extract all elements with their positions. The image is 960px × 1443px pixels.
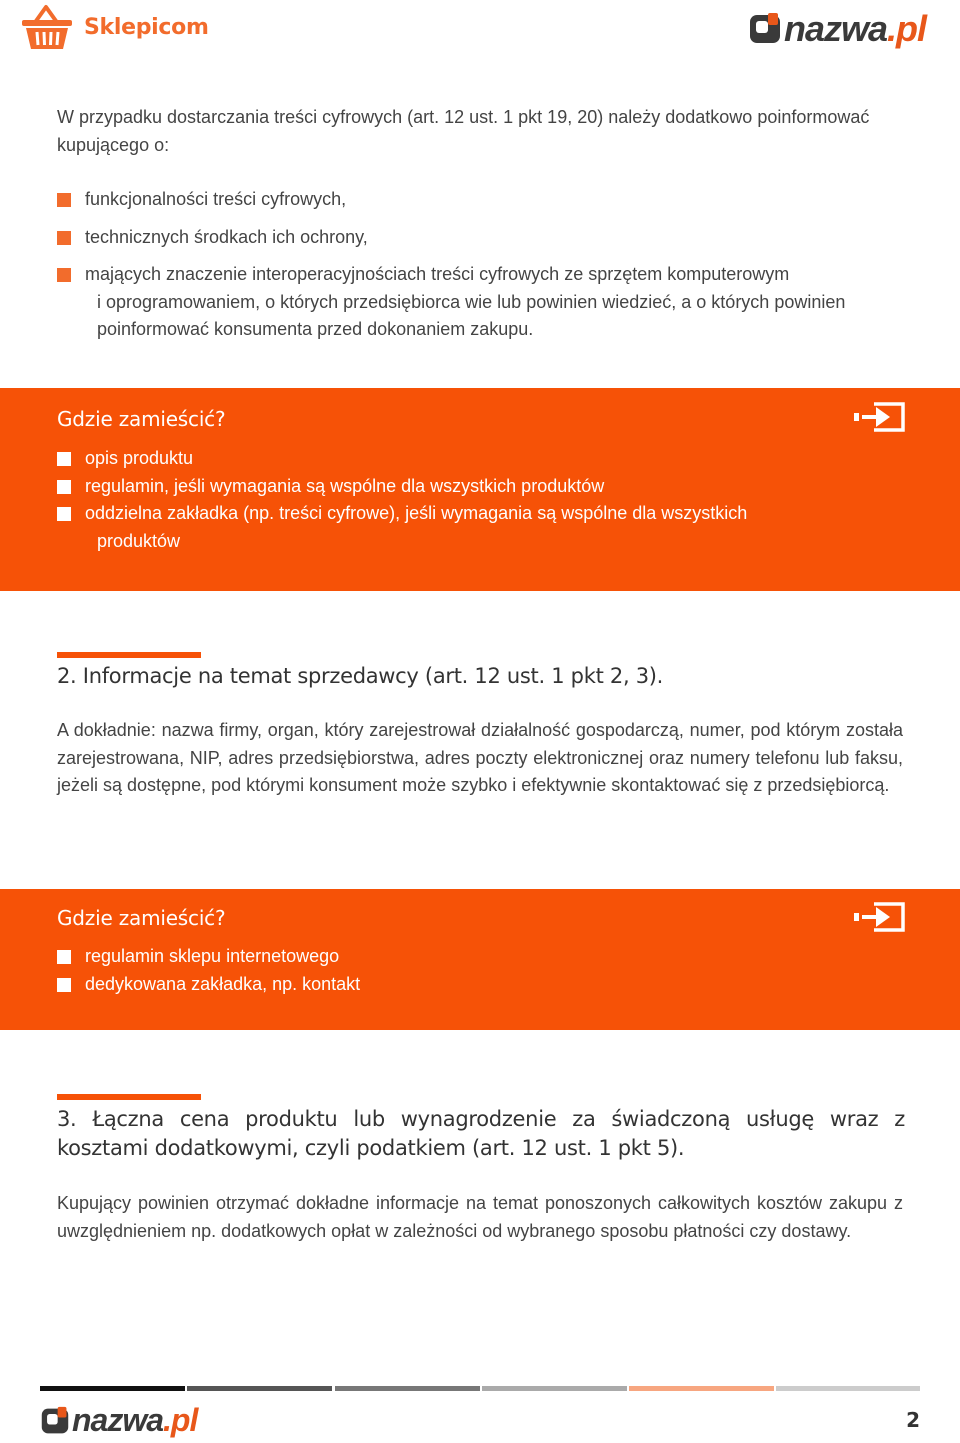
page-number: 2 — [906, 1408, 920, 1432]
basket-icon — [20, 3, 74, 51]
nazwa-wordmark-suffix: .pl — [887, 8, 926, 49]
intro-paragraph: W przypadku dostarczania treści cyfrowych (art. 12 ust. 1 pkt 19, 20) należy dodatkowo poinformować kupującego o: — [57, 107, 870, 155]
list-item: dedykowana zakładka, np. kontakt — [57, 971, 907, 999]
footer-nazwa-pl-logo — [40, 1402, 197, 1439]
box-title: Gdzie zamieścić? — [57, 906, 226, 930]
sklepicom-logo — [20, 2, 230, 52]
nazwa-pl-logo — [748, 8, 926, 50]
section-3-paragraph: Kupujący powinien otrzymać dokładne informacje na temat ponoszonych całkowitych kosztów zakupu z uwzględnieniem np. dodatkowych opłat w zależności od wybranego sposobu płatności czy dostawy. — [57, 1193, 903, 1241]
list-item: mających znaczenie interoperacyjnościach treści cyfrowych ze sprzętem komputerowym i oprogramowaniem, o których przedsiębiorca wie lub powinien wiedzieć, a o których powinien poinformować konsumenta przed dokonaniem zakupu. — [57, 261, 907, 344]
list-item: technicznych środkach ich ochrony, — [57, 224, 907, 252]
nazwa-wordmark-suffix: .pl — [163, 1402, 198, 1438]
footer-bar-segment — [776, 1386, 920, 1391]
section-2-title: 2. Informacje na temat sprzedawcy (art. 12 ust. 1 pkt 2, 3). — [57, 664, 664, 688]
footer-bar-segment — [335, 1386, 480, 1391]
box-title: Gdzie zamieścić? — [57, 407, 226, 431]
footer-bar-segment — [187, 1386, 332, 1391]
digital-content-list — [57, 186, 907, 354]
list-item: opis produktu — [57, 445, 907, 473]
list-item: regulamin, jeśli wymagania są wspólne dla wszystkich produktów — [57, 473, 907, 501]
arrow-into-box-icon — [852, 902, 906, 932]
sklepicom-wordmark: Sklepicom — [84, 14, 209, 40]
section-3-title: 3. Łączna cena produktu lub wynagrodzenie za świadczoną usługę wraz z kosztami dodatkowymi, czyli podatkiem (art. 12 ust. 1 pkt 5). — [57, 1107, 905, 1160]
nazwa-logo-mark-icon — [40, 1405, 70, 1437]
section-2-paragraph: A dokładnie: nazwa firmy, organ, który zarejestrował działalność gospodarczą, numer, pod którym została zarejestrowana, NIP, adres przedsiębiorstwa, adres poczty elektronicznej oraz numery telefonu lub faksu, jeżeli są dostępne, pod którymi konsument może szybko i efektywnie skontaktować się z przedsiębiorcą. — [57, 720, 903, 795]
nazwa-logo-mark-icon — [748, 11, 782, 47]
box-list — [57, 943, 907, 998]
section-divider — [57, 652, 201, 658]
where-to-place-box-1 — [0, 388, 960, 591]
nazwa-wordmark: nazwa — [72, 1402, 164, 1438]
where-to-place-box-2 — [0, 889, 960, 1030]
list-item-continuation: produktów — [97, 530, 181, 551]
list-item-continuation: i oprogramowaniem, o których przedsiębiorca wie lub powinien wiedzieć, a o których powinien poinformować konsumenta przed dokonaniem zakupu. — [97, 291, 846, 339]
footer-bar-segment — [629, 1386, 774, 1391]
box-list — [57, 445, 907, 555]
footer-bar-segment — [482, 1386, 627, 1391]
nazwa-wordmark: nazwa — [783, 8, 887, 49]
list-item: regulamin sklepu internetowego — [57, 943, 907, 971]
list-item: oddzielna zakładka (np. treści cyfrowe), jeśli wymagania są wspólne dla wszystkich produktów — [57, 500, 907, 555]
arrow-into-box-icon — [852, 402, 906, 432]
footer-bar-segment — [40, 1386, 185, 1391]
list-item: funkcjonalności treści cyfrowych, — [57, 186, 907, 214]
section-divider — [57, 1094, 201, 1100]
